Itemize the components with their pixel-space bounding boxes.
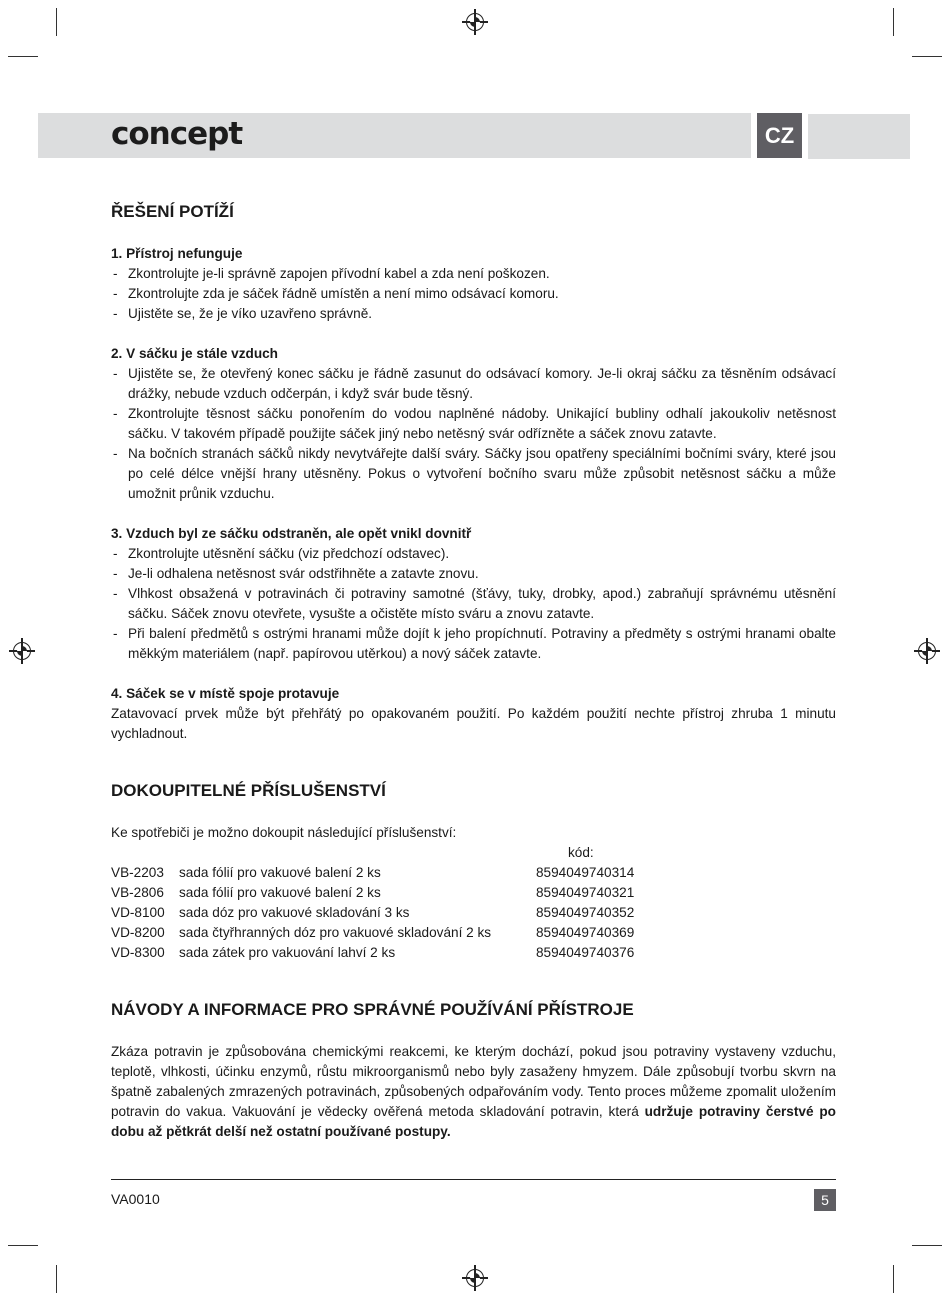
list-item: - Zkontrolujte utěsnění sáčku (viz předchozí odstavec). xyxy=(111,544,836,564)
brand-logo: concept xyxy=(111,116,243,152)
section-title: ŘEŠENÍ POTÍŽÍ xyxy=(111,202,234,221)
subsection-title: 3. Vzduch byl ze sáčku odstraněn, ale opět vnikl dovnitř xyxy=(111,526,472,541)
crop-mark xyxy=(912,56,942,57)
list-item: - Při balení předmětů s ostrými hranami může dojít k jeho propíchnutí. Potraviny a předměty s ostrými hranami obalte měkkým materiálem (např. papírovou utěrkou) a nový sáček zatavte. xyxy=(111,624,836,664)
language-badge: CZ xyxy=(757,113,802,158)
list-item: - Zkontrolujte zda je sáček řádně umístěn a není mimo odsávací komoru. xyxy=(111,284,836,304)
model-cell: VB-2203 xyxy=(111,865,164,880)
subsection-title: 4. Sáček se v místě spoje protavuje xyxy=(111,686,340,701)
page-number: 5 xyxy=(814,1189,836,1211)
code-cell: 8594049740352 xyxy=(536,905,635,920)
registration-mark-icon xyxy=(466,13,484,31)
registration-mark-icon xyxy=(13,642,31,660)
crop-mark xyxy=(912,1245,942,1246)
instructions-section xyxy=(111,999,836,1142)
code-cell: 8594049740369 xyxy=(536,925,635,940)
crop-mark xyxy=(8,56,38,57)
bullet-list xyxy=(111,264,836,324)
code-cell: 8594049740314 xyxy=(536,865,635,880)
model-cell: VB-2806 xyxy=(111,885,164,900)
footer-divider xyxy=(111,1179,836,1180)
paragraph-bold-text: udržuje potraviny čerstvé po dobu až pětkrát delší než ostatní používané postupy. xyxy=(111,1104,836,1139)
section-title: NÁVODY A INFORMACE PRO SPRÁVNÉ POUŽÍVÁNÍ PŘÍSTROJE xyxy=(111,1000,634,1019)
desc-cell: sada dóz pro vakuové skladování 3 ks xyxy=(179,905,410,920)
bullet-list xyxy=(111,364,836,504)
crop-mark xyxy=(56,8,57,36)
registration-mark-icon xyxy=(918,642,936,660)
paragraph-text: Zkáza potravin je způsobována chemickými reakcemi, ke kterým dochází, pokud jsou potraviny vystaveny vzduchu, teplotě, vlhkosti, účinku enzymů, růstu mikroorganismů nebo byly zasaženy hmyzem. Dále způsobují tvorbu skvrn na špatně zabalených zmrazených potravinách, způsobených odpařováním vody. Tento proces můžeme zpomalit uložením potravin do vakua. Vakuování je vědecky ověřená metoda skladování potravin, která xyxy=(111,1044,836,1119)
paragraph: Zatavovací prvek může být přehřátý po opakovaném použití. Po každém použití nechte přístroj zhruba 1 minutu vychladnout. xyxy=(111,706,836,741)
subsection-title: 2. V sáčku je stále vzduch xyxy=(111,346,278,361)
list-item: - Na bočních stranách sáčků nikdy nevytvářejte další sváry. Sáčky jsou opatřeny speciálními bočními sváry, které jsou po celé délce vnější hrany utěsněny. Pokus o vytvoření bočního svaru může způsobit netěsnost sáčku a může umožnit průnik vzduchu. xyxy=(111,444,836,504)
desc-cell: sada čtyřhranných dóz pro vakuové skladování 2 ks xyxy=(179,925,492,940)
accessories-section xyxy=(111,780,836,963)
code-cell: 8594049740321 xyxy=(536,885,635,900)
crop-mark xyxy=(8,1245,38,1246)
desc-cell: sada fólií pro vakuové balení 2 ks xyxy=(179,865,381,880)
bullet-list xyxy=(111,544,836,664)
desc-cell: sada zátek pro vakuování lahví 2 ks xyxy=(179,945,396,960)
registration-mark-icon xyxy=(466,1269,484,1287)
crop-mark xyxy=(893,1265,894,1293)
code-cell: 8594049740376 xyxy=(536,945,635,960)
list-item: - Zkontrolujte je-li správně zapojen přívodní kabel a zda není poškozen. xyxy=(111,264,836,284)
list-item: - Ujistěte se, že je víko uzavřeno správně. xyxy=(111,304,836,324)
model-cell: VD-8100 xyxy=(111,905,165,920)
crop-mark xyxy=(56,1265,57,1293)
crop-mark xyxy=(893,8,894,36)
list-item: - Je-li odhalena netěsnost svár odstřihněte a zatavte znovu. xyxy=(111,564,836,584)
list-item: - Vlhkost obsažená v potravinách či potraviny samotné (šťávy, tuky, drobky, apod.) zabraňují správnému utěsnění sáčku. Sáček znovu otevřete, vysušte a očistěte místo sváru a znovu zatavte. xyxy=(111,584,836,624)
list-item: - Zkontrolujte těsnost sáčku ponořením do vodou naplněné nádoby. Unikající bubliny odhalí jakoukoliv netěsnost sáčku. V takovém případě použijte sáček jiný nebo netěsný svár odřízněte a sáček znovu zatavte. xyxy=(111,404,836,444)
list-item: - Ujistěte se, že otevřený konec sáčku je řádně zasunut do odsávací komory. Je-li okraj sáčku za těsněním odsávací drážky, nebude vzduch odčerpán, i když svár bude těsný. xyxy=(111,364,836,404)
code-header: kód: xyxy=(568,845,594,860)
header-side-box xyxy=(808,114,910,159)
model-cell: VD-8200 xyxy=(111,925,165,940)
model-code: VA0010 xyxy=(111,1191,160,1207)
model-cell: VD-8300 xyxy=(111,945,165,960)
section-title: DOKOUPITELNÉ PŘÍSLUŠENSTVÍ xyxy=(111,781,386,800)
subsection-title: 1. Přístroj nefunguje xyxy=(111,246,243,261)
troubleshooting-section xyxy=(111,201,836,744)
accessories-table xyxy=(111,843,836,963)
desc-cell: sada fólií pro vakuové balení 2 ks xyxy=(179,885,381,900)
paragraph xyxy=(111,1042,836,1142)
paragraph: Ke spotřebiči je možno dokoupit následující příslušenství: xyxy=(111,825,457,840)
